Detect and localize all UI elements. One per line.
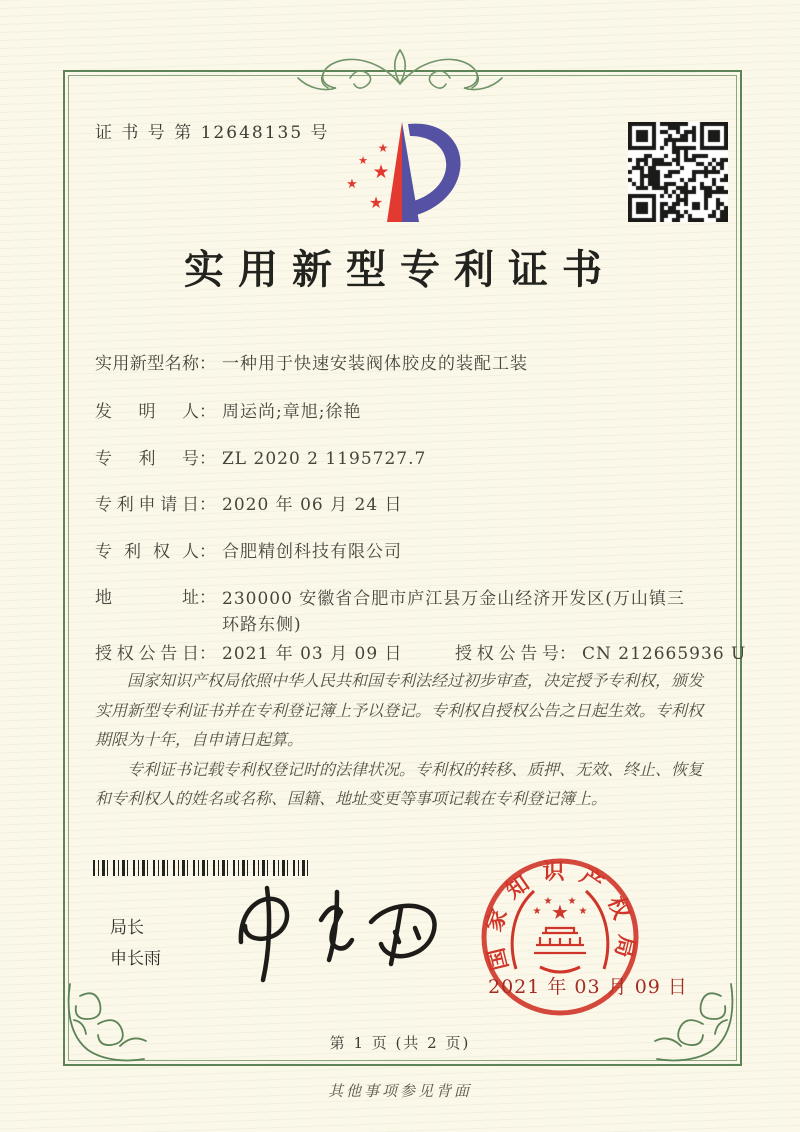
seal-date: 2021 年 03 月 09 日 (488, 976, 688, 998)
field-label: 授权公告号 (455, 644, 559, 664)
field-value: 230000 安徽省合肥市庐江县万金山经济开发区(万山镇三环路东侧) (222, 589, 685, 636)
colon: ： (199, 542, 216, 562)
svg-text:★: ★ (372, 161, 390, 183)
seal-text: 国家知识产权局 (480, 859, 640, 973)
field-row-grant (95, 642, 747, 668)
svg-text:★: ★ (377, 141, 389, 155)
bottom-left-flourish-icon (64, 980, 156, 1066)
svg-text:★: ★ (551, 900, 569, 924)
legal-paragraph-2: 专利证书记载专利权登记时的法律状况。专利权的转移、质押、无效、终止、恢复和专利权人的姓名或名称、国籍、地址变更等事项记载在专利登记簿上。 (95, 759, 704, 809)
legal-paragraph-1: 国家知识产权局依照中华人民共和国专利法经过初步审查，决定授予专利权，颁发实用新型专利证书并在专利登记簿上予以登记。专利权自授权公告之日起生效。专利权期限为十年，自申请日起算。 (95, 671, 704, 750)
qr-code (628, 122, 728, 222)
page-indicator: 第 1 页 (共 2 页) (329, 1034, 471, 1052)
field-value: CN 212665936 U (582, 644, 747, 664)
page-title: 实用新型专利证书 (184, 246, 616, 293)
field-value: 一种用于快速安装阀体胶皮的装配工装 (222, 354, 528, 374)
signer-name: 申长雨 (110, 949, 161, 969)
field-label: 实用新型名称 (95, 354, 199, 374)
colon: ： (199, 449, 216, 469)
colon: ： (199, 495, 216, 515)
field-label: 地址 (95, 588, 199, 608)
svg-text:★: ★ (567, 896, 577, 907)
svg-text:★: ★ (532, 906, 542, 917)
field-value: 2021 年 03 月 09 日 (222, 644, 403, 664)
svg-text:★: ★ (346, 177, 358, 192)
colon: ： (199, 354, 216, 374)
svg-text:★: ★ (578, 906, 588, 917)
field-row-patentee (95, 540, 402, 566)
field-value: 2020 年 06 月 24 日 (222, 495, 403, 515)
signature-icon (225, 880, 440, 990)
field-label: 授权公告日 (95, 644, 199, 664)
field-grant-number (455, 642, 746, 668)
field-value: 周运尚;章旭;徐艳 (222, 402, 362, 422)
signer-title: 局长 (110, 918, 144, 937)
legal-text (95, 666, 709, 814)
field-label: 专利权人 (95, 542, 199, 562)
field-row-name (95, 352, 528, 378)
field-label: 发明人 (95, 402, 199, 422)
svg-text:★: ★ (543, 896, 553, 907)
official-seal-icon (470, 847, 650, 1027)
field-label: 专利号 (95, 449, 199, 469)
certificate-number: 证 书 号 第 12648135 号 (95, 123, 330, 143)
field-row-filing-date (95, 493, 403, 519)
field-label: 专利申请日 (95, 495, 199, 515)
colon: ： (199, 402, 216, 422)
colon: ： (199, 588, 216, 608)
back-note: 其他事项参见背面 (327, 1082, 472, 1100)
field-value: 合肥精创科技有限公司 (222, 542, 402, 562)
barcode (93, 860, 311, 876)
cnipa-logo-icon (326, 108, 478, 234)
colon: ： (559, 644, 576, 664)
field-row-inventors (95, 400, 361, 426)
signer-block (110, 912, 161, 975)
field-row-address (95, 586, 692, 639)
colon: ： (199, 644, 216, 664)
field-row-patent-number (95, 447, 426, 473)
national-emblem-icon (512, 891, 608, 972)
svg-text:★: ★ (358, 154, 368, 167)
svg-text:★: ★ (368, 193, 384, 212)
field-value: ZL 2020 2 1195727.7 (222, 449, 427, 469)
top-flourish-icon (280, 42, 520, 100)
